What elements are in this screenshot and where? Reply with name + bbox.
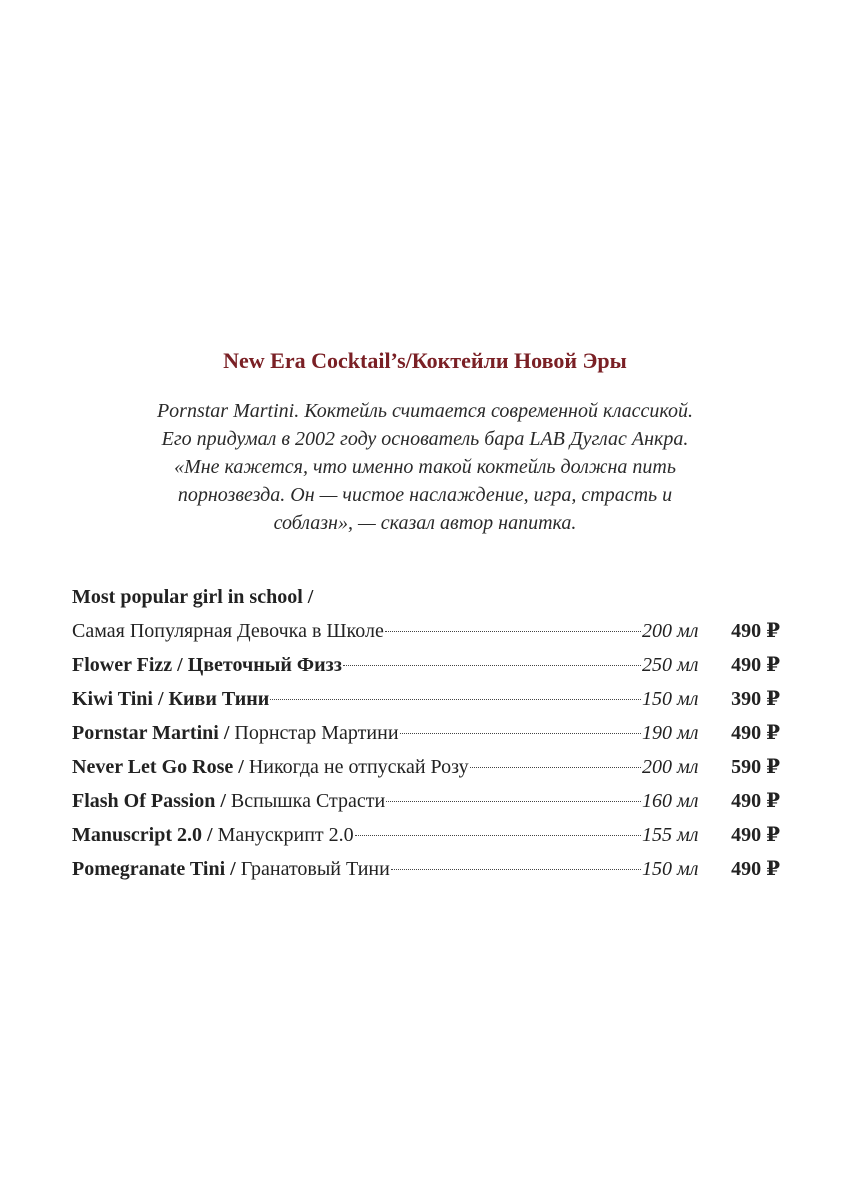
item-volume: 200 мл xyxy=(642,756,699,778)
item-name-ru: Гранатовый Тини xyxy=(240,858,390,880)
item-volume: 200 мл xyxy=(642,620,699,642)
dot-leader xyxy=(470,767,641,768)
item-price: 490 ₽ xyxy=(731,722,780,744)
item-volume: 160 мл xyxy=(642,790,699,812)
item-volume: 150 мл xyxy=(642,688,699,710)
menu-item xyxy=(72,716,780,750)
menu-item xyxy=(72,648,780,682)
item-volume: 190 мл xyxy=(642,722,699,744)
item-price: 490 ₽ xyxy=(731,790,780,812)
item-price: 590 ₽ xyxy=(731,756,780,778)
item-name-en: Pomegranate Tini / xyxy=(72,858,236,880)
item-price: 490 ₽ xyxy=(731,654,780,676)
menu-item xyxy=(72,818,780,852)
item-volume: 155 мл xyxy=(642,824,699,846)
dot-leader xyxy=(343,665,641,666)
item-volume: 250 мл xyxy=(642,654,699,676)
menu-item-heading: Most popular girl in school / xyxy=(72,586,314,608)
intro-line: соблазн», — сказал автор напитка. xyxy=(273,512,577,534)
item-name-ru: Манускрипт 2.0 xyxy=(217,824,354,846)
cocktail-menu xyxy=(72,580,780,886)
dot-leader xyxy=(391,869,641,870)
dot-leader xyxy=(400,733,641,734)
item-price: 390 ₽ xyxy=(731,688,780,710)
menu-item xyxy=(72,682,780,716)
intro-line: «Мне кажется, что именно такой коктейль должна пить xyxy=(174,456,676,478)
item-price: 490 ₽ xyxy=(731,824,780,846)
dot-leader xyxy=(386,801,641,802)
menu-item xyxy=(72,784,780,818)
intro-line: Его придумал в 2002 году основатель бара LAB Дуглас Анкра. xyxy=(161,428,689,450)
menu-item xyxy=(72,750,780,784)
item-name-en: Pornstar Martini / xyxy=(72,722,230,744)
item-volume: 150 мл xyxy=(642,858,699,880)
item-name-ru: Никогда не отпускай Розу xyxy=(248,756,469,778)
intro-line: Pornstar Martini. Коктейль считается современной классикой. xyxy=(156,400,694,422)
item-name-en: Flower Fizz / Цветочный Физз xyxy=(72,654,342,676)
section-intro xyxy=(75,397,775,537)
item-name-ru: Вспышка Страсти xyxy=(230,790,386,812)
intro-line: порнозвезда. Он — чистое наслаждение, игра, страсть и xyxy=(177,484,673,506)
dot-leader xyxy=(355,835,641,836)
item-price: 490 ₽ xyxy=(731,858,780,880)
item-name-en: Flash Of Passion / xyxy=(72,790,226,812)
item-price: 490 ₽ xyxy=(731,620,780,642)
item-name-en: Manuscript 2.0 / xyxy=(72,824,213,846)
section-title: New Era Cocktail’s/Коктейли Новой Эры xyxy=(223,348,627,373)
menu-item xyxy=(72,614,780,648)
dot-leader xyxy=(270,699,641,700)
dot-leader xyxy=(385,631,641,632)
item-name-en: Never Let Go Rose / xyxy=(72,756,244,778)
item-name-en: Kiwi Tini / Киви Тини xyxy=(72,688,270,710)
item-name-ru: Порнстар Мартини xyxy=(234,722,399,744)
item-name-ru: Самая Популярная Девочка в Школе xyxy=(72,620,384,642)
menu-item xyxy=(72,852,780,886)
